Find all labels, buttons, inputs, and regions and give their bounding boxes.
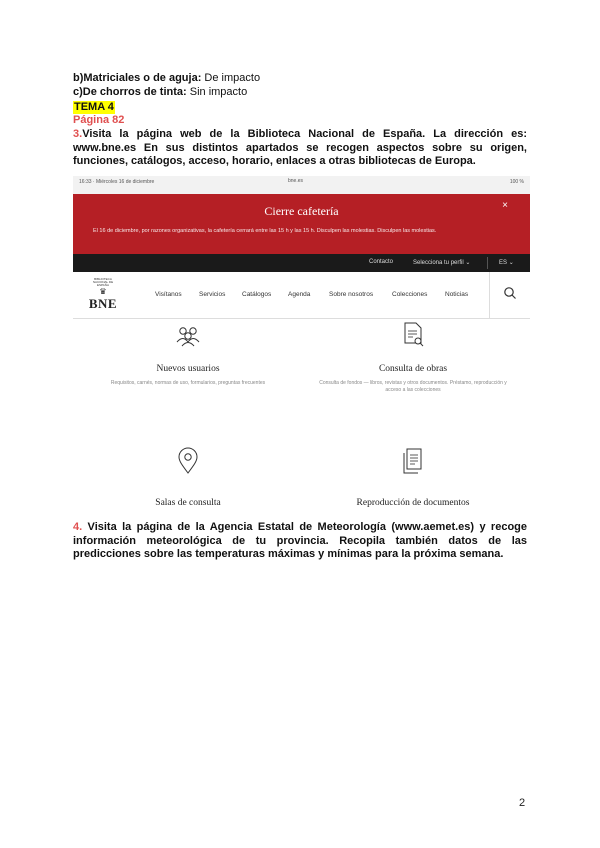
browser-status-bar	[73, 176, 530, 194]
card-salas-consulta[interactable]	[83, 447, 293, 508]
location-pin-icon	[176, 447, 200, 475]
copy-document-icon	[401, 447, 425, 475]
question-4-text: Visita la página de la Agencia Estatal de Meteorología (www.aemet.es) y recoge información meteorológica de tu provincia. Recopila también datos de las predicciones sobre las temperaturas máximas y mínimas para la próxima semana.	[73, 521, 527, 560]
banner-close-icon[interactable]: ×	[502, 200, 508, 211]
nav-colecciones[interactable]: Colecciones	[392, 291, 428, 298]
question-3	[73, 128, 527, 169]
nav-agenda[interactable]: Agenda	[288, 291, 311, 298]
card-title: Salas de consulta	[155, 498, 221, 508]
line-matriciales-value: De impacto	[201, 72, 261, 84]
line-chorros-value: Sin impacto	[186, 86, 248, 98]
language-label: ES	[499, 260, 508, 266]
utility-bar	[73, 254, 530, 272]
card-reproduccion[interactable]	[313, 447, 513, 508]
status-url: bne.es	[288, 178, 304, 184]
question-4-number: 4.	[73, 521, 83, 533]
card-title: Reproducción de documentos	[356, 498, 470, 508]
main-navigation	[73, 272, 530, 319]
profile-selector[interactable]	[413, 259, 470, 266]
users-icon	[174, 325, 202, 347]
line-matriciales-label: b)Matriciales o de aguja:	[73, 72, 202, 84]
bne-logo[interactable]	[87, 278, 119, 314]
banner-title: Cierre cafetería	[264, 204, 339, 218]
contact-link[interactable]: Contacto	[369, 259, 394, 265]
logo-text: BNE	[88, 296, 118, 311]
status-battery: 100 %	[509, 179, 524, 185]
pagina-heading: Página 82	[73, 114, 125, 126]
question-4	[73, 521, 527, 562]
card-description: Consulta de fondos — libros, revistas y otros documentos. Préstamo, reproducción y acceso a las colecciones	[319, 380, 507, 393]
logo-small-text: BIBLIOTECA NACIONAL DE ESPAÑA	[92, 278, 114, 287]
nav-catalogos[interactable]: Catálogos	[242, 291, 272, 298]
document-search-icon	[401, 321, 425, 349]
tema-heading: TEMA 4	[74, 101, 114, 113]
line-matriciales	[73, 72, 260, 85]
line-chorros-label: c)De chorros de tinta:	[73, 86, 187, 98]
chevron-down-icon: ⌄	[465, 260, 471, 266]
utility-divider	[487, 257, 488, 269]
card-title: Consulta de obras	[378, 364, 448, 374]
nav-noticias[interactable]: Noticias	[445, 291, 469, 298]
profile-selector-label: Selecciona tu perfil	[413, 260, 464, 266]
card-description: Requisitos, carnés, normas de uso, formularios, preguntas frecuentes	[110, 380, 266, 386]
status-time: 16:33 · Miércoles 16 de diciembre	[79, 179, 155, 185]
service-cards	[73, 319, 530, 514]
nav-visitanos[interactable]: Visítanos	[155, 291, 182, 298]
nav-sobre-nosotros[interactable]: Sobre nosotros	[329, 291, 374, 298]
chevron-down-icon: ⌄	[508, 260, 514, 266]
card-consulta-obras[interactable]	[313, 321, 513, 394]
notice-banner	[73, 194, 530, 254]
search-icon[interactable]	[503, 286, 517, 300]
page-number: 2	[519, 797, 526, 809]
banner-message: El 16 de diciembre, por razones organizativas, la cafetería cerrará entre las 15 h y las 15 h. Disculpen las molestias. Disculpen las molestias.	[93, 228, 437, 234]
nav-divider	[489, 272, 490, 318]
card-nuevos-usuarios[interactable]	[83, 325, 293, 387]
card-title: Nuevos usuarios	[156, 364, 220, 374]
bne-screenshot	[73, 176, 530, 514]
question-3-number: 3.	[73, 128, 83, 140]
question-3-text: Visita la página web de la Biblioteca Nacional de España. La dirección es: www.bne.es En sus distintos apartados se recogen aspectos sobre su origen, funciones, catálogos, acceso, horario, enlaces a otras bibliotecas de Europa.	[73, 128, 527, 167]
crown-icon: ♛	[99, 287, 107, 296]
line-chorros	[73, 86, 247, 99]
language-selector[interactable]	[499, 259, 514, 266]
nav-servicios[interactable]: Servicios	[199, 291, 226, 298]
